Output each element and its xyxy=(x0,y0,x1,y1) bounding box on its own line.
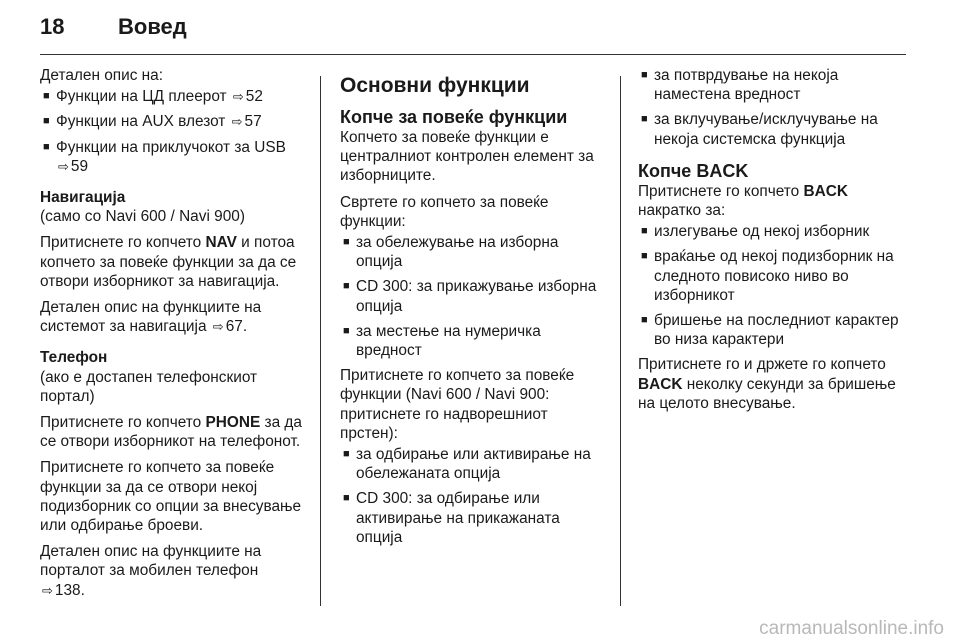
back-button-heading: Копче BACK xyxy=(638,160,749,181)
list-item: ■ за местење на нумеричка вредност xyxy=(343,322,541,360)
list-item: ■ за одбирање или активирање на обележаната опција xyxy=(343,446,591,483)
bullet-icon: ■ xyxy=(43,90,50,103)
column-divider xyxy=(320,76,321,606)
navigation-paragraph: Притиснете го копчето NAV и потоа копчето за повеќе функции за да се отвори изборникот за навигација. xyxy=(40,234,297,290)
press-functions-list-cont xyxy=(638,66,908,149)
watermark: carmanualsonline.info xyxy=(759,618,944,639)
page-ref-icon: ⇨ xyxy=(58,158,69,174)
page-ref-icon: ⇨ xyxy=(232,89,244,105)
list-item[interactable]: ■ Функции на ЦД плеерот ⇨ 52 xyxy=(43,88,263,106)
paragraph: Копчето за повеќе функции е централниот контролен елемент за изборниците. xyxy=(340,129,594,185)
list-item: ■ бришење на последниот карактер во низа карактери xyxy=(641,312,899,349)
intro-text: Детален опис на: xyxy=(40,67,164,84)
bullet-icon: ■ xyxy=(641,69,648,81)
nav-key-label: NAV xyxy=(205,234,237,252)
detail-links-list xyxy=(40,87,305,176)
bullet-icon: ■ xyxy=(641,314,648,327)
list-item[interactable]: ■ Функции на AUX влезот ⇨ 57 xyxy=(43,113,262,131)
list-item: ■ за потврдување на некоја наместена вредност xyxy=(641,67,839,104)
list-item: ■ за обележување на изборна опција xyxy=(343,234,559,271)
column-middle xyxy=(340,74,608,553)
navigation-heading: Навигација xyxy=(40,189,126,207)
page-header xyxy=(40,14,187,40)
navigation-note: (само со Navi 600 / Navi 900) xyxy=(40,208,245,226)
navigation-detail: Детален опис на функциите на системот за навигација ⇨ 67. xyxy=(40,299,262,336)
bullet-icon: ■ xyxy=(43,115,50,128)
phone-heading: Телефон xyxy=(40,349,108,367)
bullet-icon: ■ xyxy=(343,448,350,461)
bullet-icon: ■ xyxy=(343,492,350,505)
bullet-icon: ■ xyxy=(641,250,648,263)
page-ref-icon: ⇨ xyxy=(212,319,224,335)
list-item: ■ излегување од некој изборник xyxy=(641,223,870,241)
phone-key-label: PHONE xyxy=(205,414,261,432)
bullet-icon: ■ xyxy=(343,280,350,293)
back-functions-list xyxy=(638,222,908,349)
page-ref-icon: ⇨ xyxy=(42,582,53,598)
list-item: ■ враќање од некој подизборник на следното повисоко ниво во изборникот xyxy=(641,248,894,304)
turn-functions-list xyxy=(340,233,608,360)
press-functions-list xyxy=(340,445,608,547)
list-item: ■ за вклучување/исклучување на некоја системска функција xyxy=(641,111,878,148)
bullet-icon: ■ xyxy=(343,236,350,249)
page-number: 18 xyxy=(40,14,65,39)
page-ref-icon: ⇨ xyxy=(231,114,243,130)
subsection-title: Копче за повеќе функции xyxy=(340,107,568,127)
column-right xyxy=(638,66,908,420)
phone-detail: Детален опис на функциите на порталот за мобилен телефон ⇨ 138. xyxy=(40,543,262,599)
bullet-icon: ■ xyxy=(343,324,350,337)
paragraph: Свртете го копчето за повеќе функции: xyxy=(340,193,549,230)
column-divider xyxy=(620,76,621,606)
phone-paragraph: Притиснете го копчето PHONE за да се отвори изборникот на телефонот. xyxy=(40,414,302,451)
paragraph: Притиснете го копчето BACK накратко за: xyxy=(638,182,848,220)
back-key-label: BACK xyxy=(638,375,683,393)
bullet-icon: ■ xyxy=(43,140,50,153)
phone-paragraph-2: Притиснете го копчето за повеќе функции за да се отвори некој подизборник со опции за внесување или одбирање броеви. xyxy=(40,459,302,535)
chapter-title: Вовед xyxy=(118,14,187,39)
bullet-icon: ■ xyxy=(641,113,648,126)
list-item: ■ CD 300: за прикажување изборна опција xyxy=(343,278,597,315)
section-title: Основни функции xyxy=(340,74,530,97)
bullet-icon: ■ xyxy=(641,225,648,238)
header-rule xyxy=(40,54,906,55)
paragraph: Притиснете го и држете го копчето BACK неколку секунди за бришење на целото внесување. xyxy=(638,356,896,412)
paragraph: Притиснете го копчето за повеќе функции (Navi 600 / Navi 900: притиснете го надворешниот прстен): xyxy=(340,367,575,442)
column-left xyxy=(40,66,305,607)
list-item[interactable]: ■ Функции на приклучокот за USB ⇨ 59 xyxy=(43,138,286,175)
list-item: ■ CD 300: за одбирање или активирање на прикажаната опција xyxy=(343,490,560,546)
phone-note: (ако е достапен телефонскиот портал) xyxy=(40,368,258,405)
back-key-label: BACK xyxy=(803,182,848,200)
